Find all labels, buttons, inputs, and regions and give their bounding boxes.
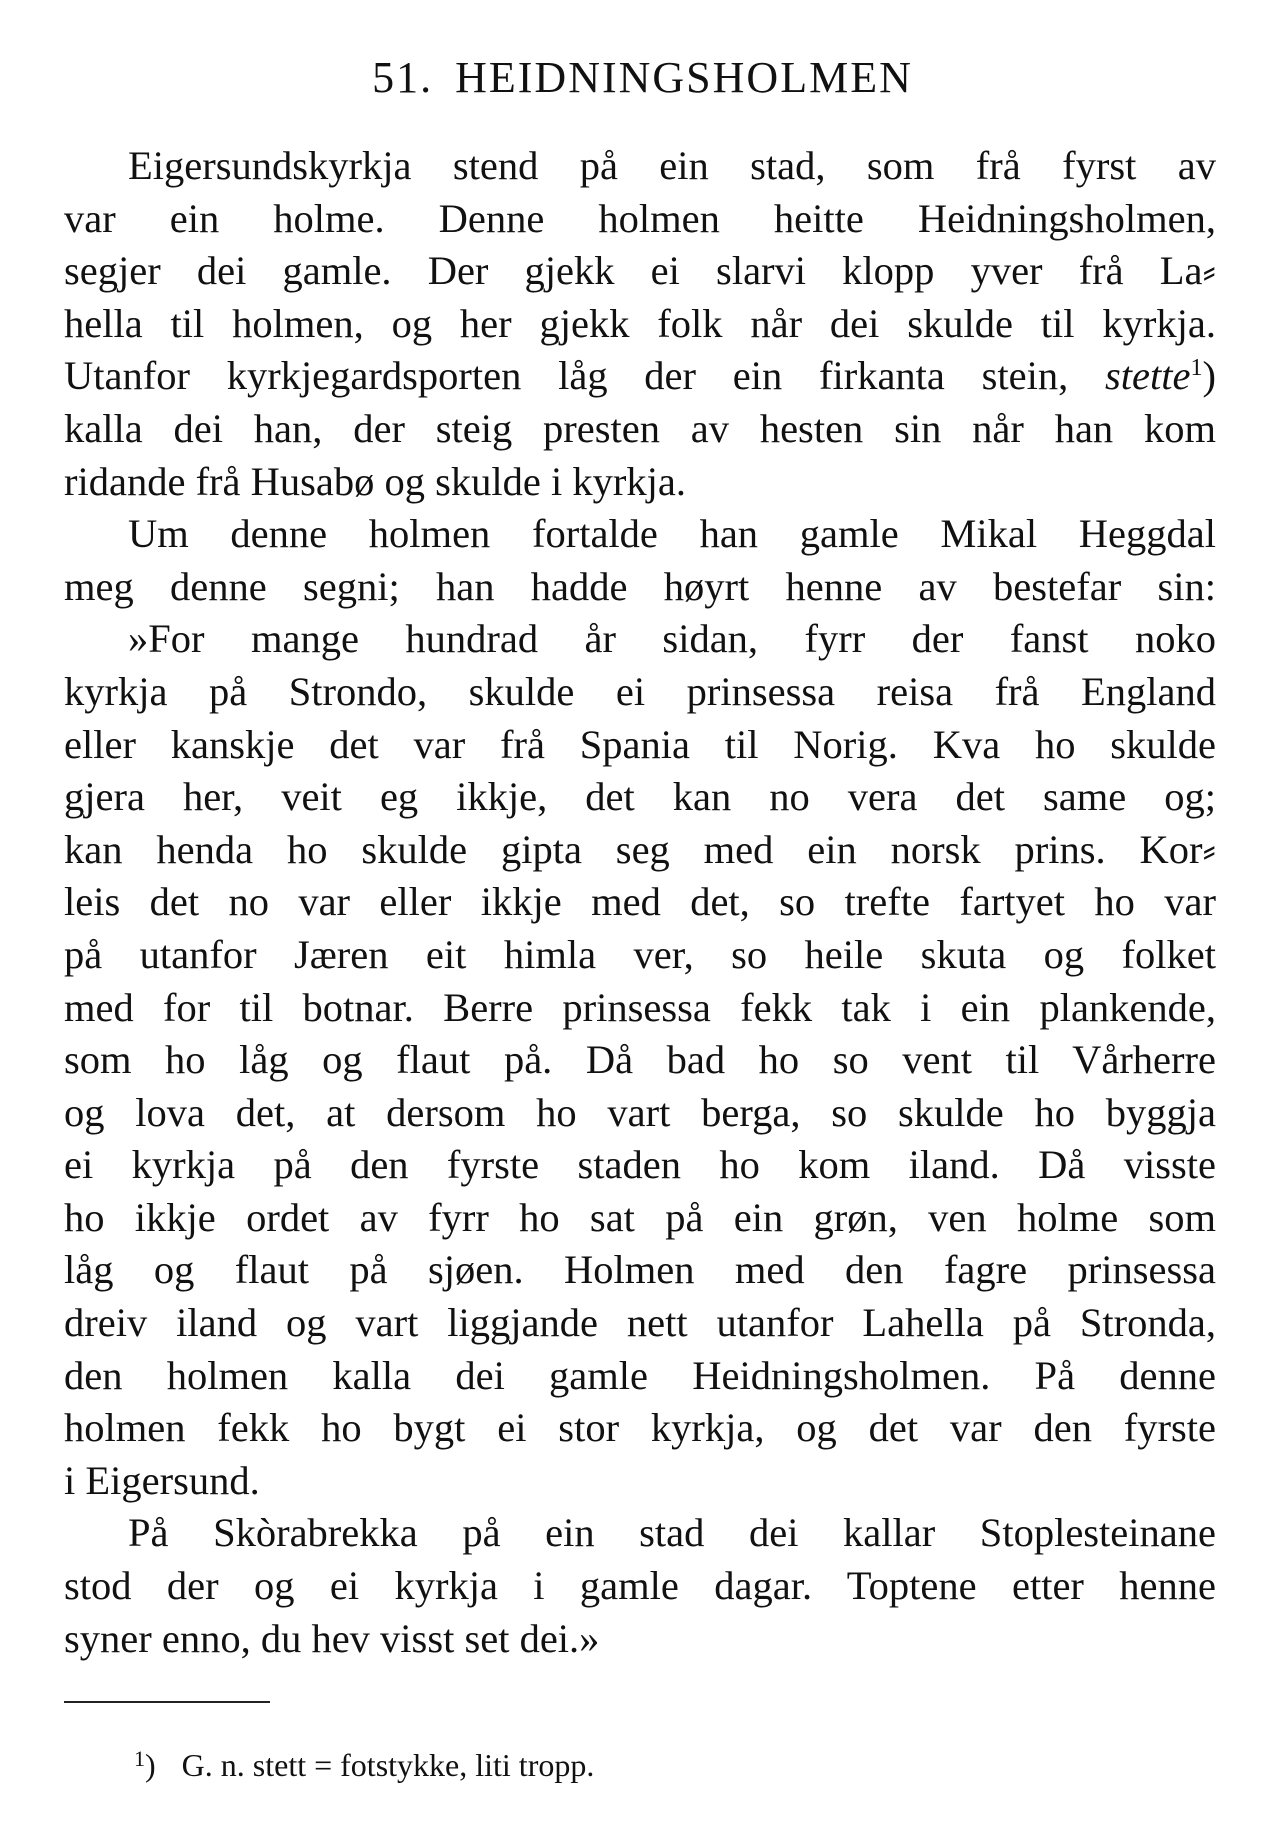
- text-line-with-footnote: [64, 350, 1216, 403]
- text-line: leis det no var eller ikkje med det, so trefte fartyet ho var: [64, 879, 1216, 925]
- text-line: kalla dei han, der steig presten av hesten sin når han kom: [64, 405, 1216, 451]
- text-line: med for til botnar. Berre prinsessa fekk tak i ein plankende,: [64, 984, 1216, 1030]
- italic-term: stette: [1105, 353, 1191, 399]
- footnote-text: G. n. stett = fotstykke, liti tropp.: [181, 1747, 595, 1783]
- text-line: ei kyrkja på den fyrste staden ho kom iland. Då visste: [64, 1142, 1216, 1188]
- footnote-marker-paren: ): [145, 1747, 156, 1783]
- text-line: på utanfor Jæren eit himla ver, so heile skuta og folket: [64, 931, 1216, 977]
- text-line: segjer dei gamle. Der gjekk ei slarvi klopp yver frå La⸗: [64, 248, 1216, 294]
- text-line: ho ikkje ordet av fyrr ho sat på ein grøn, ven holme som: [64, 1194, 1216, 1240]
- text-line: i Eigersund.: [64, 1457, 260, 1503]
- text-line: På Skòrabrekka på ein stad dei kallar Stoplesteinane: [128, 1510, 1216, 1556]
- text-line: Um denne holmen fortalde han gamle Mikal Heggdal: [128, 511, 1216, 557]
- footnote-reference-paren: ): [1202, 353, 1216, 399]
- text-line: som ho låg og flaut på. Då bad ho so vent til Vårherre: [64, 1037, 1216, 1083]
- text-line: syner enno, du hev visst set dei.»: [64, 1615, 600, 1661]
- body-text: [64, 140, 1216, 1665]
- text-line: holmen fekk ho bygt ei stor kyrkja, og det var den fyrste: [64, 1405, 1216, 1451]
- paragraph-1: [64, 140, 1216, 508]
- footnote-marker: [134, 1745, 156, 1785]
- text-line: »For mange hundrad år sidan, fyrr der fanst noko: [128, 616, 1216, 662]
- chapter-number: 51.: [372, 53, 434, 102]
- text-line: eller kanskje det var frå Spania til Norig. Kva ho skulde: [64, 721, 1216, 767]
- paragraph-3: [64, 1507, 1216, 1665]
- text-line: låg og flaut på sjøen. Holmen med den fagre prinsessa: [64, 1247, 1216, 1293]
- text-line: den holmen kalla dei gamle Heidningsholmen. På denne: [64, 1352, 1216, 1398]
- text-line: kyrkja på Strondo, skulde ei prinsessa reisa frå England: [64, 668, 1216, 714]
- paragraph-2: [64, 508, 1216, 1507]
- text-line: var ein holme. Denne holmen heitte Heidningsholmen,: [64, 195, 1216, 241]
- text-line: hella til holmen, og her gjekk folk når dei skulde til kyrkja.: [64, 300, 1216, 346]
- text-line: og lova det, at dersom ho vart berga, so skulde ho byggja: [64, 1089, 1216, 1135]
- text-segment: Utanfor kyrkjegardsporten låg der ein firkanta stein,: [64, 353, 1069, 399]
- text-line: dreiv iland og vart liggjande nett utanfor Lahella på Stronda,: [64, 1300, 1216, 1346]
- text-line: gjera her, veit eg ikkje, det kan no vera det same og;: [64, 774, 1216, 820]
- text-line: meg denne segni; han hadde høyrt henne av bestefar sin:: [64, 563, 1216, 609]
- text-line: Eigersundskyrkja stend på ein stad, som frå fyrst av: [128, 143, 1216, 188]
- text-line: stod der og ei kyrkja i gamle dagar. Toptene etter henne: [64, 1563, 1216, 1609]
- chapter-heading: [0, 52, 1285, 103]
- footnote-marker-number: 1: [134, 1746, 145, 1771]
- text-line: kan henda ho skulde gipta seg med ein norsk prins. Kor⸗: [64, 826, 1216, 872]
- footnote: [134, 1745, 594, 1785]
- footnote-divider: [64, 1701, 270, 1703]
- text-line: ridande frå Husabø og skulde i kyrkja.: [64, 458, 686, 504]
- chapter-title: HEIDNINGSHOLMEN: [455, 53, 913, 102]
- footnote-reference: 1: [1190, 355, 1203, 382]
